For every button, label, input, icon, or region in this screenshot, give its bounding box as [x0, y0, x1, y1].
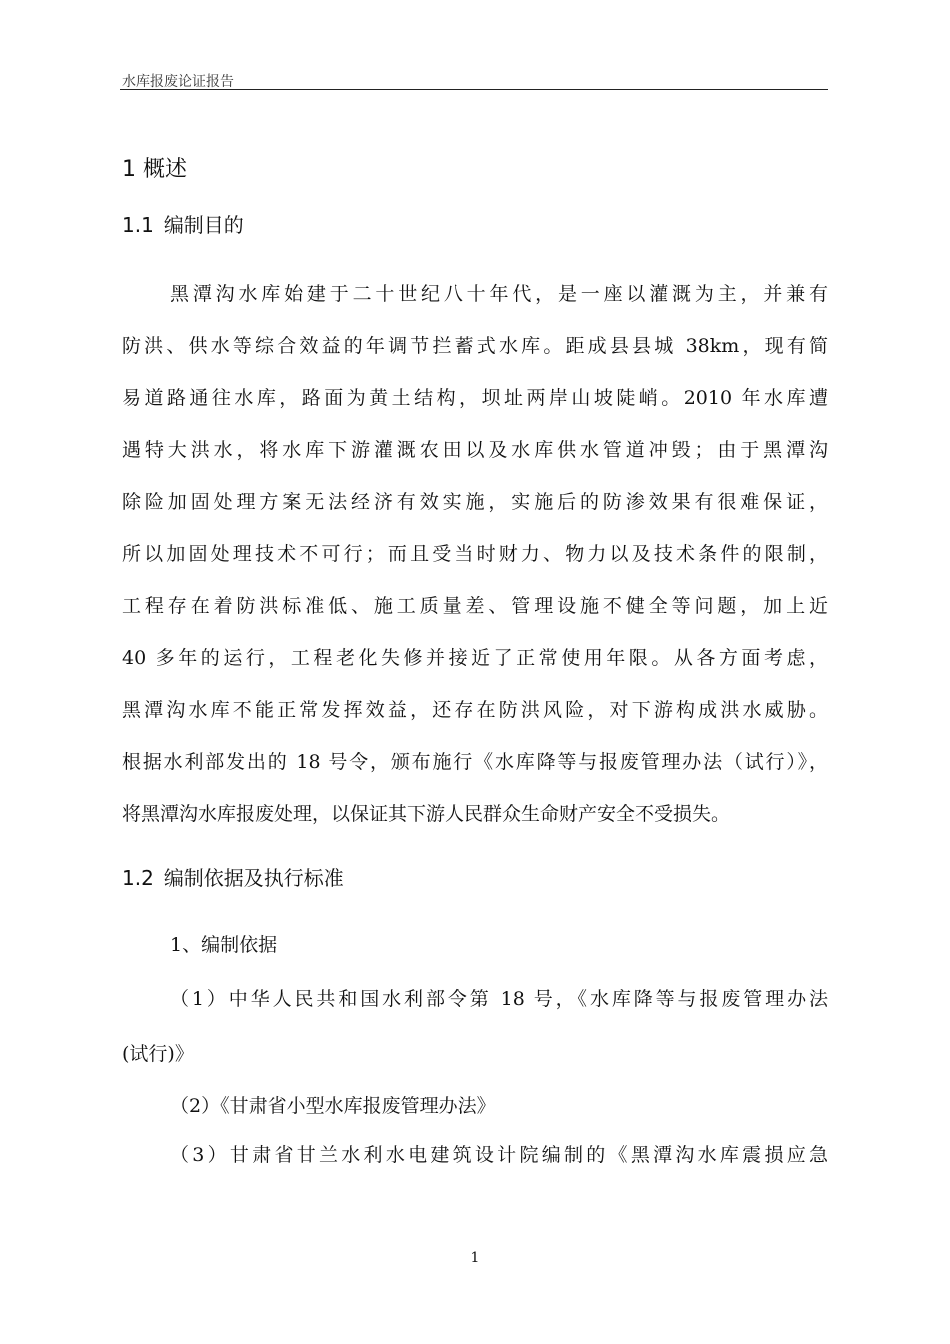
section-number: 1.2 — [122, 866, 154, 890]
section-1-1-heading — [122, 209, 244, 238]
paragraph-line: 易道路通往水库，路面为黄土结构，坝址两岸山坡陡峭。2010 年水库遭 — [122, 387, 828, 409]
page-number: 1 — [470, 1250, 480, 1266]
paragraph-line: 40 多年的运行，工程老化失修并接近了正常使用年限。从各方面考虑， — [122, 647, 828, 669]
basis-item-2: （2）《甘肃省小型水库报废管理办法》 — [170, 1095, 496, 1117]
paragraph-line: 遇特大洪水，将水库下游灌溉农田以及水库供水管道冲毁；由于黑潭沟 — [122, 439, 828, 461]
header-divider — [120, 89, 828, 90]
paragraph-line: 黑潭沟水库不能正常发挥效益，还存在防洪风险，对下游构成洪水威胁。 — [122, 699, 828, 721]
list-item-line: （1）中华人民共和国水利部令第 18 号，《水库降等与报废管理办法 — [170, 988, 828, 1010]
section-title: 编制目的 — [163, 213, 244, 237]
section-1-2-heading — [122, 862, 344, 891]
subheading-basis: 1、编制依据 — [170, 934, 278, 956]
paragraph-line: 防洪、供水等综合效益的年调节拦蓄式水库。距成县县城 38km，现有简 — [122, 335, 828, 357]
list-item-line: （3）甘肃省甘兰水利水电建筑设计院编制的《黑潭沟水库震损应急 — [170, 1144, 828, 1166]
running-header: 水库报废论证报告 — [122, 74, 234, 90]
paragraph-line: 根据水利部发出的 18 号令，颁布施行《水库降等与报废管理办法（试行）》， — [122, 751, 828, 773]
paragraph-line: 除险加固处理方案无法经济有效实施，实施后的防渗效果有很难保证， — [122, 491, 828, 513]
list-item-line: (试行)》 — [122, 1043, 194, 1065]
paragraph-line: 工程存在着防洪标准低、施工质量差、管理设施不健全等问题，加上近 — [122, 595, 828, 617]
section-title: 编制依据及执行标准 — [163, 866, 344, 890]
paragraph-line: 黑潭沟水库始建于二十世纪八十年代，是一座以灌溉为主，并兼有 — [170, 283, 828, 305]
chapter-title: 1 概述 — [122, 157, 187, 182]
paragraph-line: 将黑潭沟水库报废处理，以保证其下游人民群众生命财产安全不受损失。 — [122, 803, 731, 825]
paragraph-line: 所以加固处理技术不可行；而且受当时财力、物力以及技术条件的限制， — [122, 543, 828, 565]
section-number: 1.1 — [122, 213, 154, 237]
